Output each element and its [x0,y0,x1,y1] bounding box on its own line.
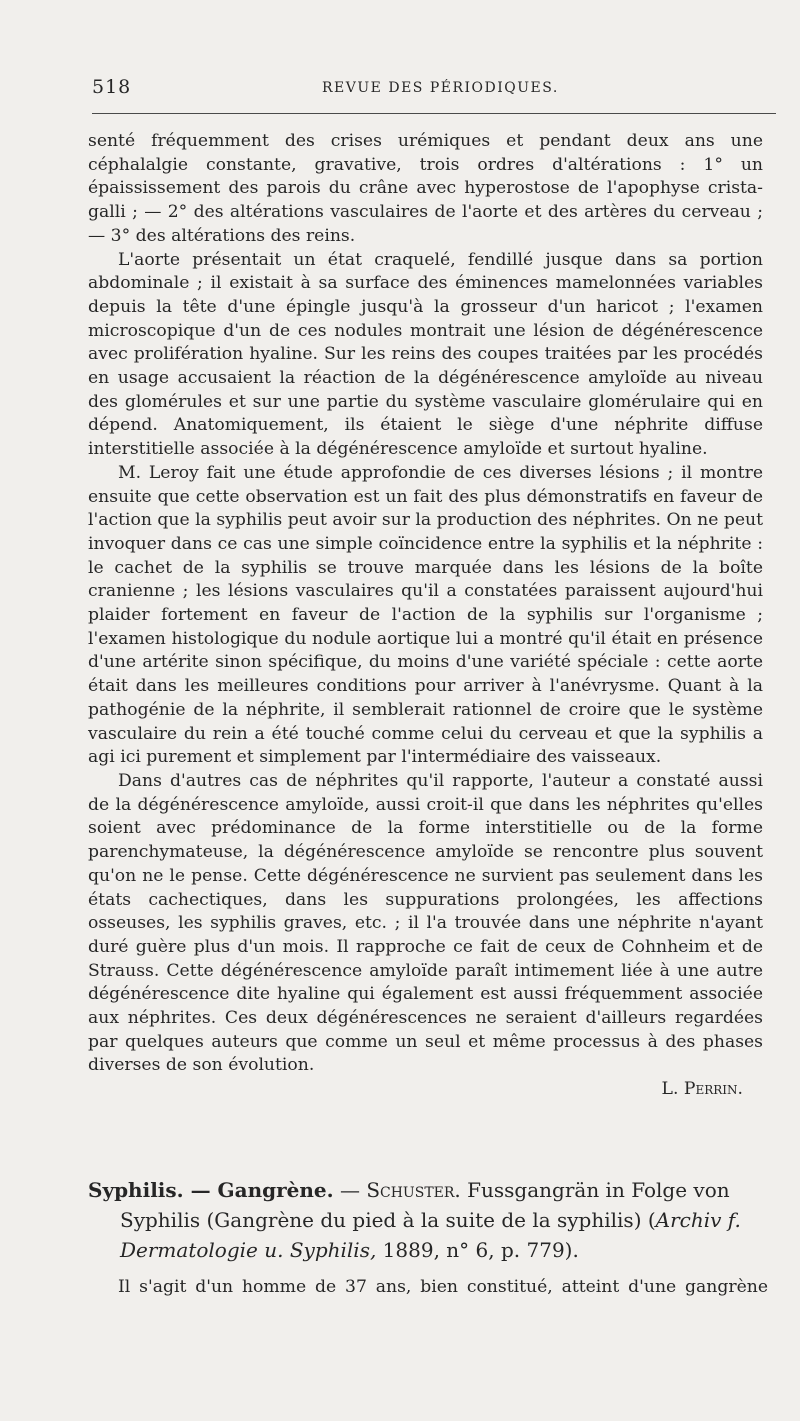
review-author: Schuster. [366,1178,461,1202]
review-citation [88,1175,768,1265]
review-title: Fussgangrän in Folge von Syphilis (Gangrène du pied à la suite de la syphilis) ( [120,1178,730,1232]
journal-reference: 1889, n° 6, p. 779). [376,1238,579,1262]
topic-separator: — [333,1178,367,1202]
article-body [88,130,763,1102]
paragraph-2: L'aorte présentait un état craquelé, fendillé jusque dans sa portion abdominale ; il existait à sa surface des éminences mamelonnées variables depuis la tête d'une épingle jusqu'à la grosseur d'un haricot ; l'examen microscopique d'un de ces nodules montrait une lésion de dégénérescence avec prolifération hyaline. Sur les reins des coupes traitées par les procédés en usage accusaient la réaction de la dégénérescence amyloïde au niveau des glomérules et sur une partie du système vasculaire glomérulaire qui en dépend. Anatomiquement, ils étaient le siège d'une néphrite diffuse interstitielle associée à la dégénérescence amyloïde et surtout hyaline. [88,249,763,460]
journal-name: Archiv f. Dermatologie u. Syphilis, [120,1208,741,1262]
paragraph-4: Dans d'autres cas de néphrites qu'il rapporte, l'auteur a constaté aussi de la dégénérescence amyloïde, aussi croit-il que dans les néphrites qu'elles soient avec prédominance de la forme interstitielle ou de la forme parenchymateuse, la dégénérescence amyloïde se rencontre plus souvent qu'on ne le pense. Cette dégénérescence ne survient pas seulement dans les états cachectiques, dans les suppurations prolongées, les affections osseuses, les syphilis graves, etc. ; il l'a trouvée dans une néphrite n'ayant duré guère plus d'un mois. Il rapproche ce fait de ceux de Cohnheim et de Strauss. Cette dégénérescence amyloïde paraît intimement liée à une autre dégénérescence dite hyaline qui également est aussi fréquemment associée aux néphrites. Ces deux dégénérescences ne seraient d'ailleurs regardées par quelques auteurs que comme un seul et même processus à des phases diverses de son évolution. [88,770,763,1076]
review-topic: Syphilis. — Gangrène. [88,1178,334,1202]
page-header [92,76,776,102]
section-heading [88,1175,768,1265]
paragraph-3: M. Leroy fait une étude approfondie de ces diverses lésions ; il montre ensuite que cette observation est un fait des plus démonstratifs en faveur de l'action que la syphilis peut avoir sur la production des néphrites. On ne peut invoquer dans ce cas une simple coïncidence entre la syphilis et la néphrite : le cachet de la syphilis se trouve marquée dans les lésions de la boîte cranienne ; les lésions vasculaires qu'il a constatées paraissent aujourd'hui plaider fortement en faveur de l'action de la syphilis sur l'organisme ; l'examen histologique du nodule aortique lui a montré qu'il était en présence d'une artérite sinon spécifique, du moins d'une variété spéciale : cette aorte était dans les meilleures conditions pour arriver à l'anévrysme. Quant à la pathogénie de la néphrite, il semblerait rationnel de croire que le système vasculaire du rein a été touché comme celui du cerveau et que la syphilis a agi ici purement et simplement par l'intermédiaire des vaisseaux. [88,462,763,768]
paragraph-1: senté fréquemment des crises urémiques et pendant deux ans une céphalalgie constante, gravative, trois ordres d'altérations : 1° un épaississement des parois du crâne avec hyperostose de l'apophyse crista-galli ; — 2° des altérations vasculaires de l'aorte et des artères du cerveau ; — 3° des altérations des reins. [88,131,763,246]
signature-line [88,1078,763,1102]
next-review-text [88,1275,768,1299]
author-signature: L. Perrin. [661,1079,743,1100]
running-title: REVUE DES PÉRIODIQUES. [322,80,559,96]
next-review-first-line: Il s'agit d'un homme de 37 ans, bien constitué, atteint d'une gangrène [118,1277,768,1297]
page-number: 518 [92,76,132,98]
header-rule [92,113,776,114]
